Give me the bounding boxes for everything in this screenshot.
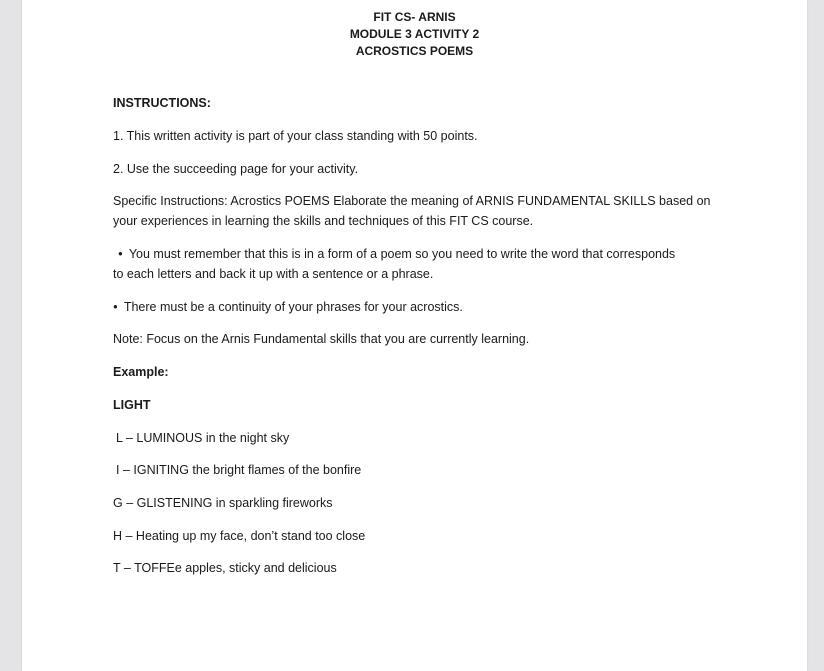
specific-instructions-line-1: Specific Instructions: Acrostics POEMS Elaborate the meaning of ARNIS FUNDAMENTAL SKILLS based on xyxy=(113,194,711,208)
bullet-icon xyxy=(113,300,124,314)
document-page xyxy=(22,0,807,671)
example-word: LIGHT xyxy=(113,398,151,412)
note-line: Note: Focus on the Arnis Fundamental skills that you are currently learning. xyxy=(113,332,530,346)
acrostic-line-l: L – LUMINOUS in the night sky xyxy=(116,431,290,445)
bullet-icon xyxy=(118,247,129,261)
instructions-heading: INSTRUCTIONS: xyxy=(113,96,211,110)
header-course-title: FIT CS- ARNIS xyxy=(373,10,456,24)
bullet-item-2-text: There must be a continuity of your phrases for your acrostics. xyxy=(123,300,463,314)
specific-instructions-line-2: your experiences in learning the skills and techniques of this FIT CS course. xyxy=(113,214,534,228)
instruction-item-2: 2. Use the succeeding page for your activity. xyxy=(113,162,359,176)
bullet-item-1-line-1 xyxy=(118,244,675,266)
acrostic-line-t: T – TOFFEe apples, sticky and delicious xyxy=(113,561,337,575)
bullet-item-1-text: You must remember that this is in a form of a poem so you need to write the word that corresponds xyxy=(128,247,676,261)
acrostic-line-i: I – IGNITING the bright flames of the bonfire xyxy=(116,463,362,477)
bullet-item-1-line-2: to each letters and back it up with a sentence or a phrase. xyxy=(113,267,434,281)
header-activity-title: ACROSTICS POEMS xyxy=(355,44,474,58)
document-header xyxy=(22,9,807,60)
instruction-item-1: 1. This written activity is part of your class standing with 50 points. xyxy=(113,129,478,143)
header-module-title: MODULE 3 ACTIVITY 2 xyxy=(349,27,480,41)
bullet-item-2 xyxy=(113,297,463,319)
example-heading: Example: xyxy=(113,365,169,379)
acrostic-line-h: H – Heating up my face, don’t stand too close xyxy=(113,529,366,543)
acrostic-line-g: G – GLISTENING in sparkling fireworks xyxy=(113,496,333,510)
